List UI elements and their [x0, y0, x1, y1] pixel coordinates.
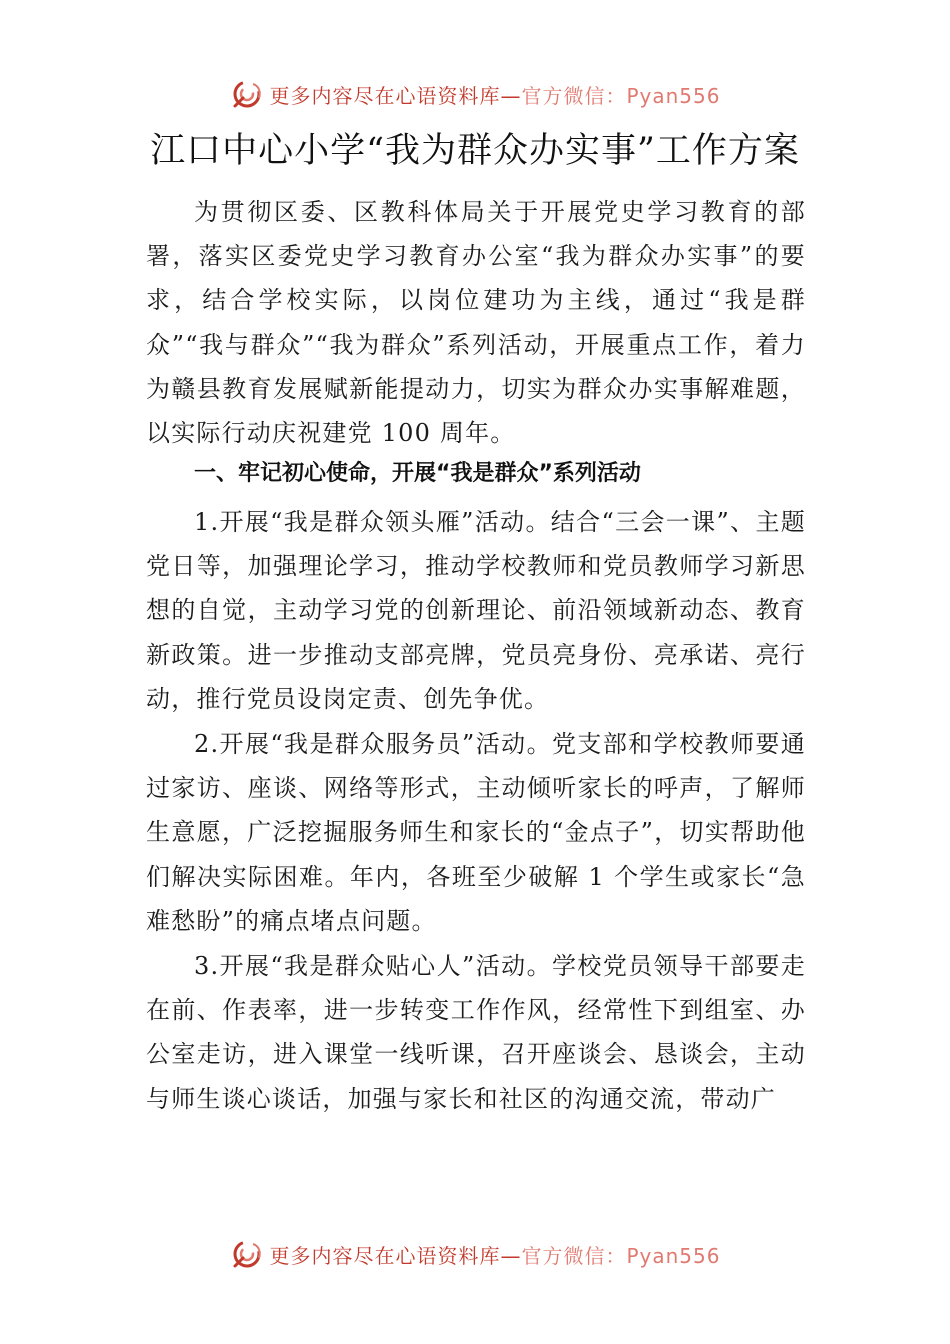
swirl-logo-icon [229, 76, 265, 112]
banner-brand: 更多内容尽在心语资料库 [269, 1243, 501, 1268]
banner-wechat: 官方微信：Pyan556 [521, 1243, 721, 1268]
swirl-logo-icon [229, 1236, 265, 1272]
document-title: 江口中心小学“我为群众办实事”工作方案 [150, 131, 800, 171]
banner-brand: 更多内容尽在心语资料库 [269, 83, 501, 108]
footer-watermark-banner [0, 1234, 950, 1274]
banner-text [269, 1240, 720, 1269]
banner-wechat: 官方微信：Pyan556 [521, 83, 721, 108]
banner-text [269, 80, 720, 109]
item-paragraph-2: 2.开展“我是群众服务员”活动。党支部和学校教师要通过家访、座谈、网络等形式，主动倾听家长的呼声，了解师生意愿，广泛挖掘服务师生和家长的“金点子”，切实帮助他们解决实际困难。年内，各班至少破解 1 个学生或家长“急难愁盼”的痛点堵点问题。 [146, 730, 806, 935]
item-paragraph-3: 3.开展“我是群众贴心人”活动。学校党员领导干部要走在前、作表率，进一步转变工作作风，经常性下到组室、办公室走访，进入课堂一线听课，召开座谈会、恳谈会，主动与师生谈心谈话，加强与家长和社区的沟通交流，带动广 [146, 952, 806, 1113]
header-watermark-banner [0, 74, 950, 114]
section-heading: 一、牢记初心使命，开展“我是群众”系列活动 [194, 461, 641, 486]
banner-dash: — [500, 1243, 522, 1268]
banner-dash: — [500, 83, 522, 108]
item-paragraph-1: 1.开展“我是群众领头雁”活动。结合“三会一课”、主题党日等，加强理论学习，推动学校教师和党员教师学习新思想的自觉，主动学习党的创新理论、前沿领域新动态、教育新政策。进一步推动支部亮牌，党员亮身份、亮承诺、亮行动，推行党员设岗定责、创先争优。 [146, 508, 806, 713]
intro-paragraph: 为贯彻区委、区教科体局关于开展党史学习教育的部署，落实区委党史学习教育办公室“我为群众办实事”的要求，结合学校实际，以岗位建功为主线，通过“我是群众”“我与群众”“我为群众”系列活动，开展重点工作，着力为赣县教育发展赋新能提动力，切实为群众办实事解难题， 以实际行动庆祝建党 100 周年。 [146, 198, 806, 448]
